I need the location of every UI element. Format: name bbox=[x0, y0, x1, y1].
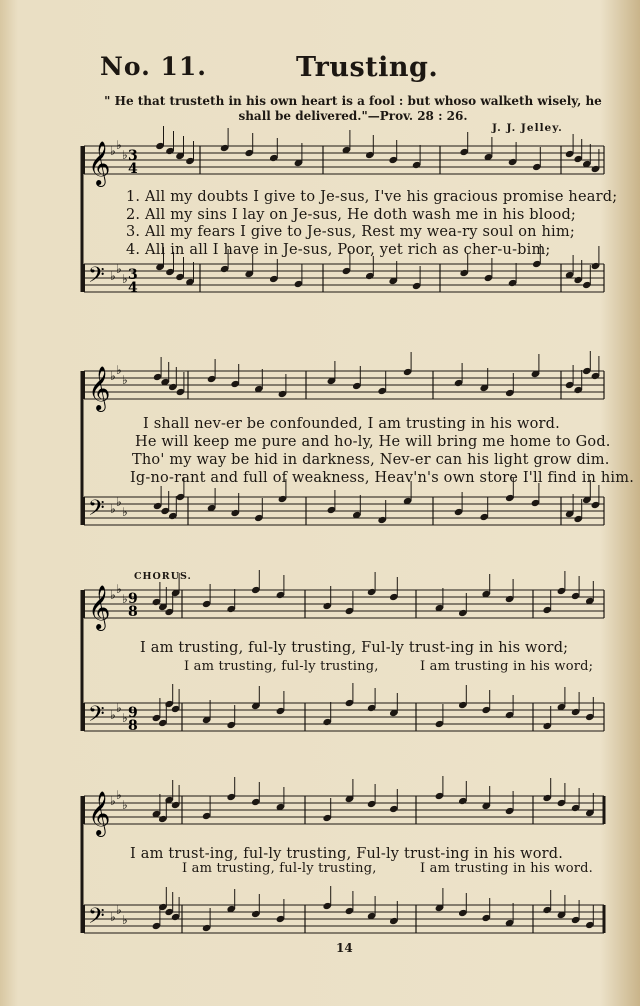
time-sig-bass-top: 3 bbox=[128, 267, 138, 283]
flat-icon: ♭ bbox=[110, 502, 116, 516]
flat-icon: ♭ bbox=[116, 701, 122, 715]
chorus-echo-1b: I am trusting in his word; bbox=[420, 659, 594, 674]
flat-icon: ♭ bbox=[122, 798, 128, 812]
flat-icon: ♭ bbox=[116, 582, 122, 596]
treble-clef-icon: 𝄞 bbox=[88, 366, 111, 410]
verse-3-line-1: 3. All my fears I give to Je-sus, Rest my wea-ry soul on him; bbox=[126, 224, 575, 240]
composer: J. J. Jelley. bbox=[492, 122, 563, 134]
hymn-number: No. 11. bbox=[100, 52, 207, 81]
chorus-time-sig-treble-top: 9 bbox=[128, 591, 138, 607]
flat-icon: ♭ bbox=[122, 913, 128, 927]
verse-4-line-1: 4. All in all I have in Je-sus, Poor, yet rich as cher-u-bim; bbox=[126, 242, 551, 258]
flat-icon: ♭ bbox=[110, 369, 116, 383]
time-sig-treble-top: 3 bbox=[128, 148, 138, 164]
treble-clef-icon: 𝄞 bbox=[88, 585, 111, 629]
flat-icon: ♭ bbox=[110, 794, 116, 808]
treble-clef-icon: 𝄞 bbox=[88, 791, 111, 835]
chorus-lead-1: I am trusting, ful-ly trusting, Ful-ly trust-ing in his word; bbox=[140, 640, 569, 656]
flat-icon: ♭ bbox=[116, 788, 122, 802]
chorus-lead-2: I am trust-ing, ful-ly trusting, Ful-ly trust-ing in his word. bbox=[130, 846, 564, 862]
verse-4-line-2: Ig-no-rant and full of weakness, Heav'n's own store I'll find in him. bbox=[130, 470, 635, 486]
verse-2-line-1: 2. All my sins I lay on Je-sus, He doth wash me in his blood; bbox=[126, 207, 577, 223]
flat-icon: ♭ bbox=[116, 138, 122, 152]
chorus-echo-2b: I am trusting in his word. bbox=[420, 861, 593, 876]
verse-1-line-1: 1. All my doubts I give to Je-sus, I've his gracious promise heard; bbox=[126, 189, 618, 205]
bass-clef-icon: 𝄢 bbox=[88, 496, 105, 526]
bass-clef-icon: 𝄢 bbox=[88, 263, 105, 293]
flat-icon: ♭ bbox=[122, 272, 128, 286]
flat-icon: ♭ bbox=[122, 373, 128, 387]
flat-icon: ♭ bbox=[122, 711, 128, 725]
flat-icon: ♭ bbox=[110, 269, 116, 283]
chorus-echo-1a: I am trusting, ful-ly trusting, bbox=[184, 659, 379, 674]
time-sig-bass-bottom: 4 bbox=[128, 280, 138, 296]
flat-icon: ♭ bbox=[110, 144, 116, 158]
chorus-echo-2a: I am trusting, ful-ly trusting, bbox=[182, 861, 377, 876]
flat-icon: ♭ bbox=[122, 148, 128, 162]
chorus-time-sig-bass-bottom: 8 bbox=[128, 718, 138, 734]
chorus-time-sig-bass-top: 9 bbox=[128, 705, 138, 721]
flat-icon: ♭ bbox=[110, 910, 116, 924]
time-sig-treble-bottom: 4 bbox=[128, 161, 138, 177]
chorus-label: CHORUS. bbox=[134, 571, 192, 582]
treble-clef-icon: 𝄞 bbox=[88, 141, 111, 185]
epigraph: " He that trusteth in his own heart is a fool : but whoso walketh wisely, he shall be delivered."—Prov. 28 : 26. bbox=[104, 94, 602, 123]
chorus-time-sig-treble-bottom: 8 bbox=[128, 604, 138, 620]
flat-icon: ♭ bbox=[110, 708, 116, 722]
hymn-title: Trusting. bbox=[296, 52, 439, 83]
verse-2-line-2: He will keep me pure and ho-ly, He will bring me home to God. bbox=[135, 434, 611, 450]
verse-3-line-2: Tho' my way be hid in darkness, Nev-er can his light grow dim. bbox=[132, 452, 610, 468]
page-number: 14 bbox=[336, 941, 353, 955]
flat-icon: ♭ bbox=[116, 495, 122, 509]
flat-icon: ♭ bbox=[116, 363, 122, 377]
flat-icon: ♭ bbox=[116, 903, 122, 917]
verse-1-line-2: I shall nev-er be confounded, I am trusting in his word. bbox=[143, 416, 560, 432]
flat-icon: ♭ bbox=[110, 588, 116, 602]
bass-clef-icon: 𝄢 bbox=[88, 904, 105, 934]
bass-clef-icon: 𝄢 bbox=[88, 702, 105, 732]
flat-icon: ♭ bbox=[122, 592, 128, 606]
flat-icon: ♭ bbox=[122, 505, 128, 519]
flat-icon: ♭ bbox=[116, 262, 122, 276]
